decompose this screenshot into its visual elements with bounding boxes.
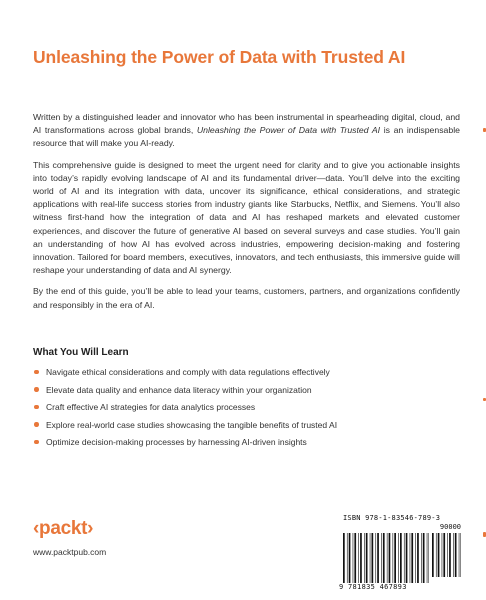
learn-heading: What You Will Learn [33, 347, 129, 358]
learn-item-text: Navigate ethical considerations and comply with data regulations effectively [46, 367, 330, 377]
learn-item [33, 367, 463, 377]
description-paragraph-3: By the end of this guide, you’ll be able to lead your teams, customers, partners, and organizations confidently and responsibly in the era of AI. [33, 286, 460, 310]
barcode-bars-main [343, 533, 429, 583]
description-p1-before: Written by a distinguished leader and innovator who has been instrumental in spearheading digital, cloud, and AI transformations across global brands, [33, 112, 460, 136]
bullet-icon [34, 387, 39, 392]
description-paragraph-2: This comprehensive guide is designed to meet the urgent need for clarity and to give you actionable insights into today’s rapidly evolving landscape of AI and its fundamental driver—data. You’ll delve into the exciting world of AI and its integration with data, uncover its significance, ethical considerations, and strategic applications with real-life success stories from industry giants like Starbucks, Netflix, and Siemens. You’ll also witness first-hand how the integration of data and AI has reshaped markets and elevated customer experiences, and discover the future of generative AI based on several surveys and case studies. You’ll gain an understanding of how AI has evolved across industries, empowering decision-making and fostering innovation. Tailored for board members, executives, innovators, and tech enthusiasts, this immersive guide will reshape your understanding of data and AI synergy. [33, 159, 460, 276]
learn-item [33, 385, 463, 395]
bullet-icon [34, 405, 39, 410]
learn-item [33, 420, 463, 430]
book-description [33, 111, 460, 320]
learn-item-text: Optimize decision-making processes by harnessing AI-driven insights [46, 437, 307, 448]
price-code: 90000 [439, 523, 461, 531]
barcode-bars-addon [432, 533, 461, 577]
learn-item [33, 437, 463, 447]
packt-logo: ‹packt› [33, 518, 94, 539]
learn-item-text: Elevate data quality and enhance data literacy within your organization [46, 384, 312, 395]
bullet-icon [34, 440, 39, 445]
book-title: Unleashing the Power of Data with Trusted AI [33, 47, 406, 67]
learn-item-text: Craft effective AI strategies for data analytics processes [46, 402, 256, 413]
publisher-website: www.packtpub.com [33, 547, 107, 557]
description-p1-after: is an indispensable resource that will make you AI-ready. [33, 125, 460, 149]
description-paragraph-1 [33, 111, 460, 151]
learn-item [33, 402, 463, 412]
bullet-icon [34, 370, 39, 375]
description-p1-book-title: Unleashing the Power of Data with Trusted AI [196, 125, 381, 136]
isbn-barcode [339, 514, 463, 594]
isbn-number: ISBN 978-1-83546-789-3 [343, 514, 441, 522]
bullet-icon [34, 422, 39, 427]
barcode-digits: 9 781835 467893 [339, 583, 407, 591]
learn-item-text: Explore real-world case studies showcasing the tangible benefits of trusted AI [46, 419, 338, 430]
learn-list [33, 367, 463, 455]
